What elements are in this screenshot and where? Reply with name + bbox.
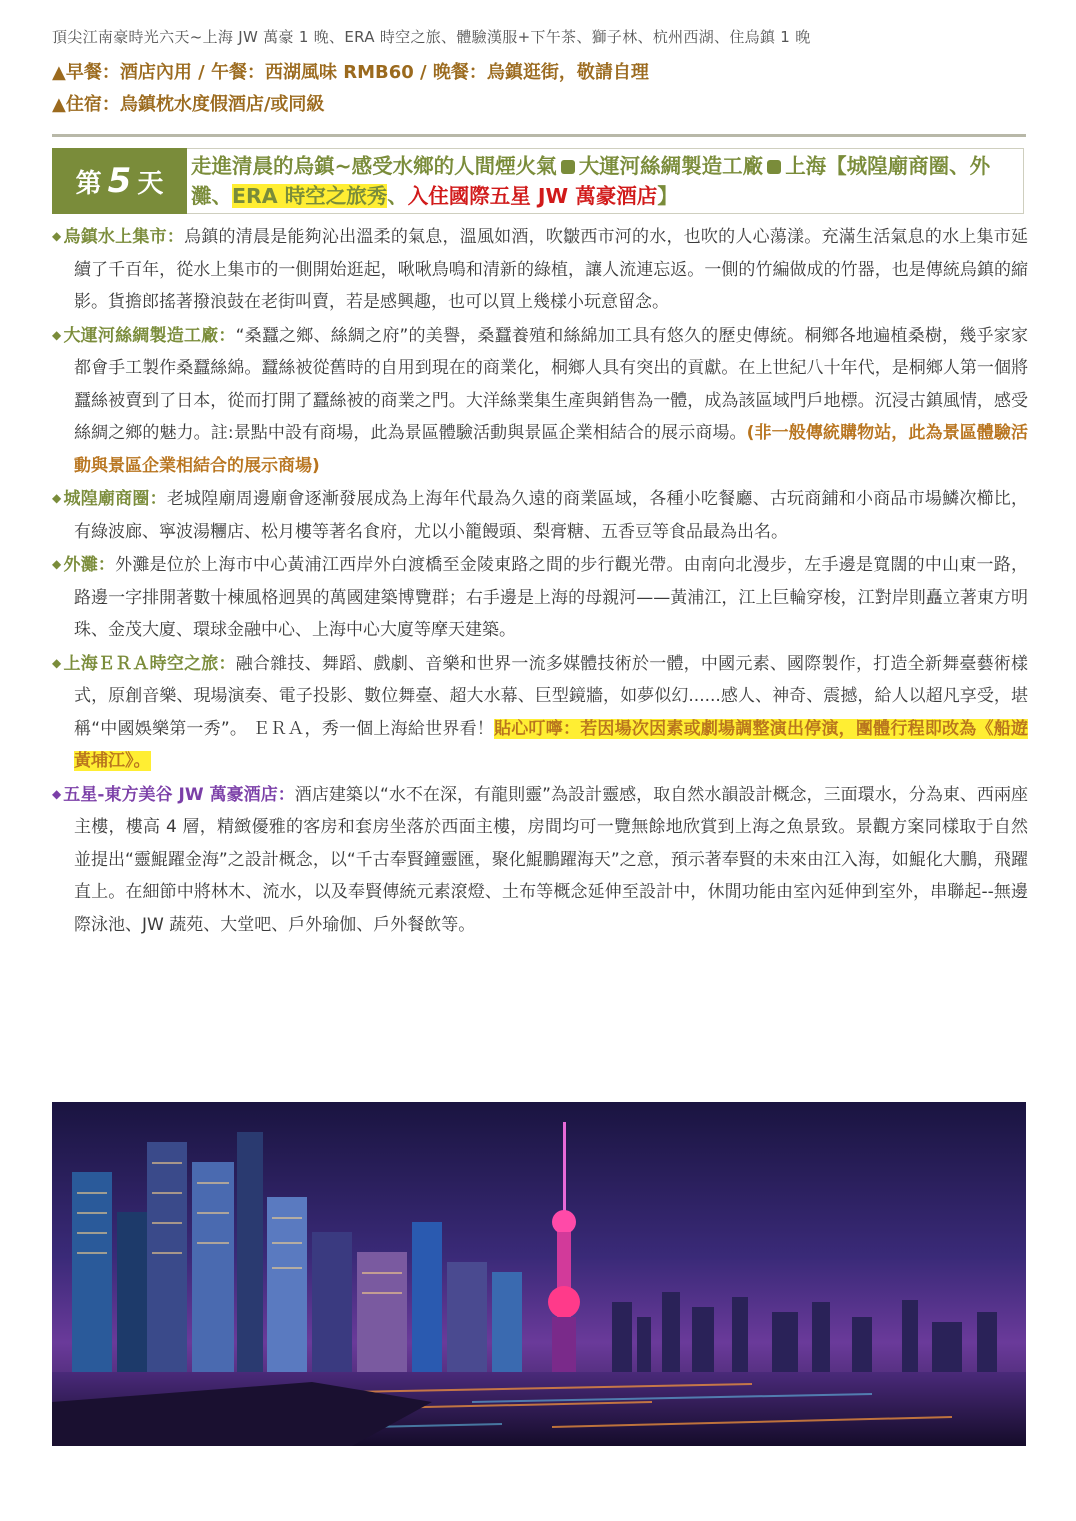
day-title-part4: 、 [387, 184, 408, 208]
section-jw-marriott [52, 778, 1028, 942]
section-label: 大運河絲綢製造工廠： [63, 325, 236, 346]
jw-marriott-highlight: 入住國際五星 JW 萬豪酒店 [407, 184, 658, 208]
diamond-bullet-icon: ◆ [52, 327, 62, 342]
day-title-part3: 上海【城隍廟商圈、外灘、 [191, 154, 991, 208]
diamond-bullet-icon: ◆ [52, 557, 62, 571]
section-label: 烏鎮水上集市： [63, 227, 185, 247]
section-label: 城隍廟商圈： [63, 489, 167, 509]
bus-icon [561, 160, 575, 174]
section-bund [52, 548, 1028, 647]
section-label: 外灘： [63, 555, 116, 575]
section-era-show [52, 647, 1028, 778]
diamond-bullet-icon: ◆ [52, 786, 62, 801]
section-label: 上海ＥＲＡ時空之旅： [63, 653, 236, 674]
section-water-market [52, 220, 1028, 319]
meals-info: ▲早餐：酒店內用 / 午餐：西湖風味 RMB60 / 晚餐：烏鎮逛街，敬請自理 [52, 62, 649, 83]
diamond-bullet-icon: ◆ [52, 229, 62, 243]
shopping-note: (非一般傳統購物站，此為景區體驗活動與景區企業相結合的展示商場) [74, 423, 1028, 476]
section-text: 老城隍廟周邊廟會逐漸發展成為上海年代最為久遠的商業區域，各種小吃餐廳、古玩商鋪和小商品市場鱗次櫛比，有綠波廊、寧波湯糰店、松月樓等著名食府，尤以小籠饅頭、梨膏糖、五香豆等食品最為出名。 [74, 489, 1029, 542]
skyline-illustration [52, 1102, 1026, 1446]
section-silk-factory [52, 319, 1028, 483]
day-suffix: 天 [137, 168, 164, 199]
tour-title: 頂尖江南豪時光六天~上海 JW 萬豪 1 晚、ERA 時空之旅、體驗漢服+下午茶、獅子林、杭州西湖、住烏鎮 1 晚 [52, 28, 811, 46]
day-title-part1: 走進清晨的烏鎮~感受水鄉的人間煙火氣 [191, 154, 557, 178]
day-number: 5 [107, 161, 132, 201]
divider [52, 134, 1026, 137]
section-text: “桑蠶之鄉、絲綢之府”的美譽，桑蠶養殖和絲綿加工具有悠久的歷史傳統。桐鄉各地遍植桑樹，幾乎家家都會手工製作桑蠶絲綿。蠶絲被從舊時的自用到現在的商業化，桐鄉人具有突出的貢獻。在上世紀八十年代，是桐鄉人第一個將蠶絲被賣到了日本，從而打開了蠶絲被的商業之門。大洋絲業集生產與銷售為一體，成為該區域門戶地標。沉浸古鎮風情，感受絲綢之鄉的魅力。註:景點中設有商場，此為景區體驗活動與景區企業相結合的展示商場。 [74, 325, 1029, 443]
day-content [52, 220, 1028, 941]
day-title-part2: 大運河絲綢製造工廠 [578, 154, 764, 178]
section-text: 烏鎮的清晨是能夠沁出溫柔的氣息，溫風如酒，吹皺西市河的水，也吹的人心蕩漾。充滿生活氣息的水上集市延續了千百年，從水上集市的一側開始逛起，啾啾鳥鳴和清新的綠植，讓人流連忘返。一側的竹編做成的竹器，也是傳統烏鎮的縮影。貨擔郎搖著撥浪鼓在老街叫賣，若是感興趣，也可以買上幾樣小玩意留念。 [74, 227, 1029, 312]
diamond-bullet-icon: ◆ [52, 491, 62, 505]
diamond-bullet-icon: ◆ [52, 655, 62, 670]
shanghai-skyline-photo [52, 1102, 1026, 1446]
era-show-highlight: ERA 時空之旅秀 [232, 184, 388, 208]
section-text: 融合雜技、舞蹈、戲劇、音樂和世界一流多媒體技術於一體，中國元素、國際製作，打造全新舞臺藝術樣式，原創音樂、現場演奏、電子投影、數位舞臺、超大水幕、巨型鏡牆，如夢似幻......感人、神奇、震撼，給人以超凡享受，堪稱“中國娛樂第一秀”。 ＥＲＡ，秀一個上海給世界看！ [74, 653, 1029, 739]
day-prefix: 第 [75, 168, 102, 199]
hotel-info: ▲住宿：烏鎮枕水度假酒店/或同級 [52, 94, 325, 115]
section-label: 五星-東方美谷 JW 萬豪酒店： [63, 784, 295, 805]
reminder-tip: 貼心叮嚀：若因場次因素或劇場調整演出停演，團體行程即改為《船遊黃埔江》。 [74, 718, 1028, 771]
section-city-god-temple [52, 482, 1028, 548]
section-text: 酒店建築以“水不在深，有龍則靈”為設計靈感，取自然水韻設計概念，三面環水，分為東、西兩座主樓，樓高 4 層，精緻優雅的客房和套房坐落於西面主樓，房間均可一覽無餘地欣賞到上海之魚景致。景觀方案同樣取于自然並提出“靈鯤躍金海”之設計概念，以“千古奉賢鐘靈匯，聚化鯤鵬躍海天”之意，預示著奉賢的未來由江入海，如鯤化大鵬，飛躍直上。在細節中將林木、流水，以及奉賢傳統元素滾燈、土布等概念延伸至設計中，休閒功能由室內延伸到室外，串聯起--無邊際泳池、JW 蔬苑、大堂吧、戶外瑜伽、戶外餐飲等。 [74, 784, 1029, 935]
day-title [187, 148, 1024, 214]
section-text: 外灘是位於上海市中心黃浦江西岸外白渡橋至金陵東路之間的步行觀光帶。由南向北漫步，左手邊是寬闊的中山東一路，路邊一字排開著數十棟風格迥異的萬國建築博覽群；右手邊是上海的母親河——黃浦江，江上巨輪穿梭，江對岸則矗立著東方明珠、金茂大廈、環球金融中心、上海中心大廈等摩天建築。 [74, 555, 1029, 640]
day-badge [52, 148, 187, 214]
day-title-end: 】 [657, 184, 678, 208]
bus-icon [767, 160, 781, 174]
